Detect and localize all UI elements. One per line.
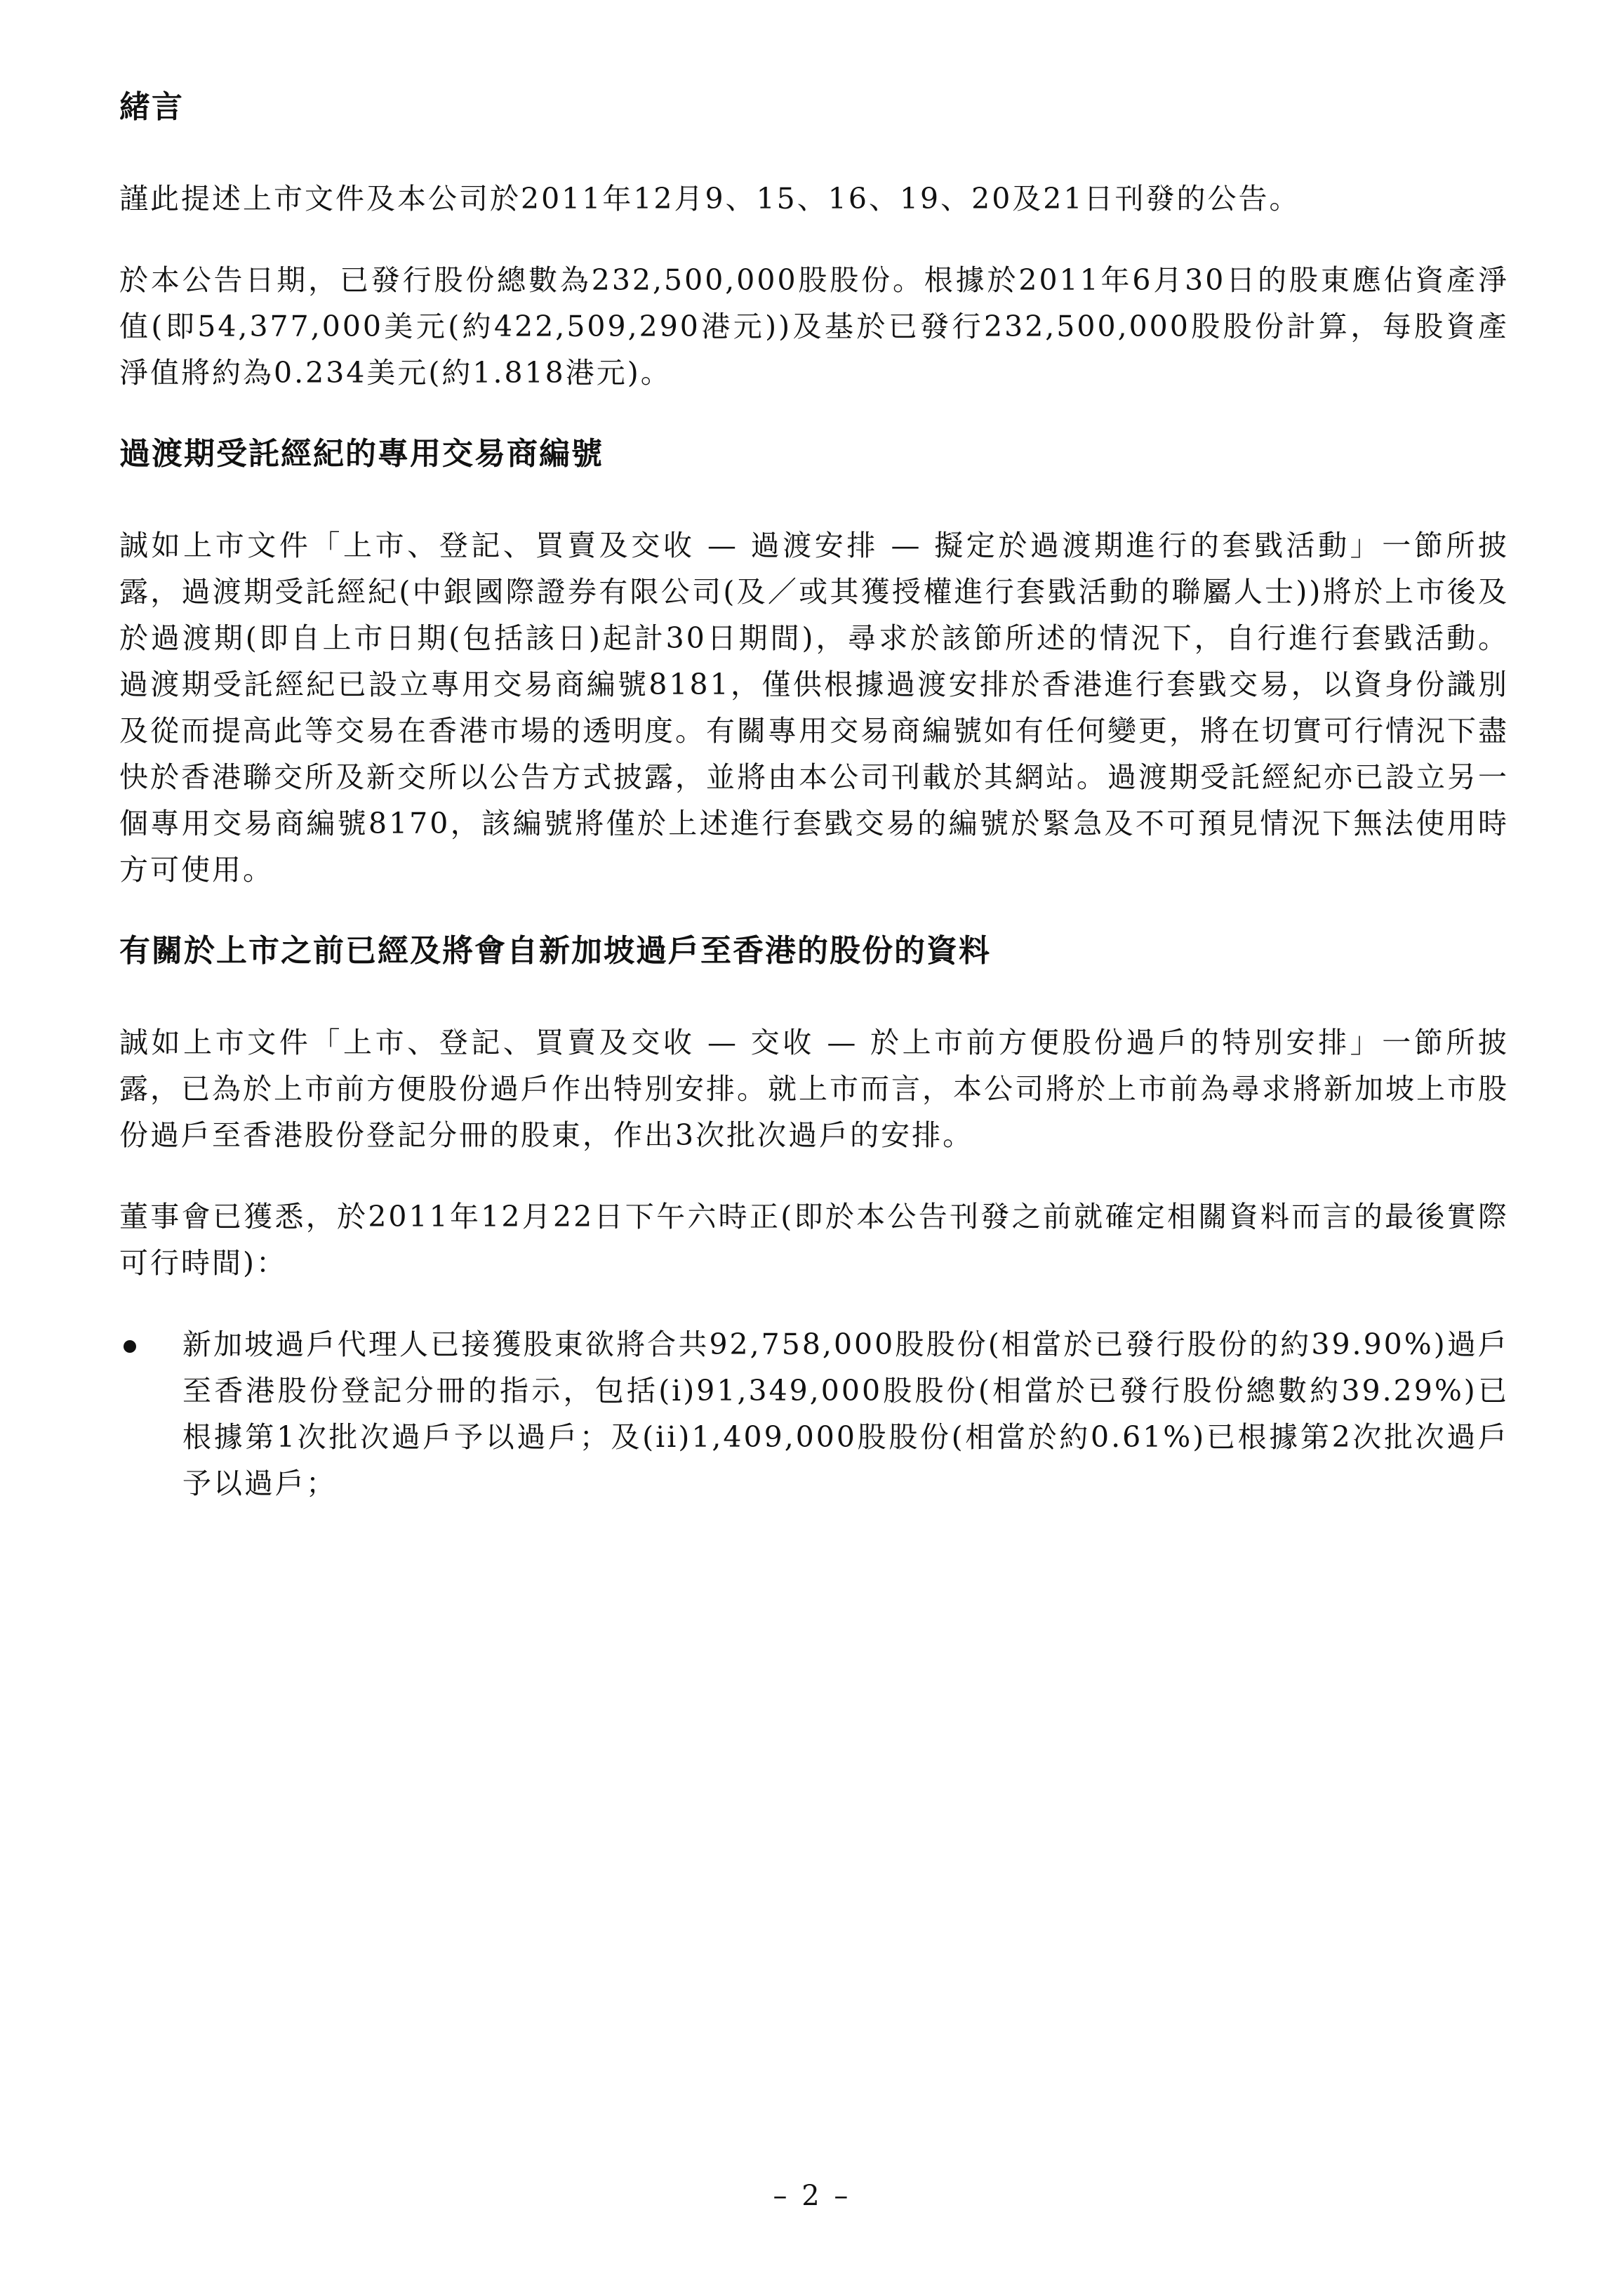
intro-paragraph-2: 於本公告日期，已發行股份總數為232,500,000股股份。根據於2011年6月30日的股東應佔資產淨值(即54,377,000美元(約422,509,290港元))及基於已發行232,500,000股股份計算，每股資產淨值將約為0.234美元(約1.818港元)。 (119, 263, 1509, 390)
bullet-icon (124, 1340, 136, 1353)
list-item (119, 1321, 1509, 1507)
document-page (119, 84, 1509, 1507)
section-heading-intro: 緒言 (119, 89, 184, 125)
bullet-text: 新加坡過戶代理人已接獲股東欲將合共92,758,000股股份(相當於已發行股份的約39.90%)過戶至香港股份登記分冊的指示，包括(i)91,349,000股股份(相當於已發行股份總數約39.29%)已根據第1次批次過戶予以過戶；及(ii)1,409,000股股份(相當於約0.61%)已根據第2次批次過戶予以過戶； (182, 1328, 1509, 1500)
page-number: – 2 – (773, 2180, 851, 2212)
share-transfer-paragraph-1: 誠如上市文件「上市、登記、買賣及交收 — 交收 — 於上市前方便股份過戶的特別安排」一節所披露，已為於上市前方便股份過戶作出特別安排。就上市而言，本公司將於上市前為尋求將新加坡上市股份過戶至香港股份登記分冊的股東，作出3次批次過戶的安排。 (119, 1026, 1509, 1152)
intro-paragraph-1: 謹此提述上市文件及本公司於2011年12月9、15、16、19、20及21日刊發的公告。 (119, 182, 1300, 216)
share-transfer-paragraph-2: 董事會已獲悉，於2011年12月22日下午六時正(即於本公告刊發之前就確定相關資料而言的最後實際可行時間)： (119, 1200, 1509, 1280)
share-transfer-bullet-list (119, 1321, 1509, 1507)
dealer-number-paragraph: 誠如上市文件「上市、登記、買賣及交收 — 過渡安排 — 擬定於過渡期進行的套戥活動」一節所披露，過渡期受託經紀(中銀國際證券有限公司(及／或其獲授權進行套戥活動的聯屬人士))將於上市後及於過渡期(即自上市日期(包括該日)起計30日期間)，尋求於該節所述的情況下，自行進行套戥活動。過渡期受託經紀已設立專用交易商編號8181，僅供根據過渡安排於香港進行套戥交易，以資身份識別及從而提高此等交易在香港市場的透明度。有關專用交易商編號如有任何變更，將在切實可行情況下盡快於香港聯交所及新交所以公告方式披露，並將由本公司刊載於其網站。過渡期受託經紀亦已設立另一個專用交易商編號8170，該編號將僅於上述進行套戥交易的編號於緊急及不可預見情況下無法使用時方可使用。 (119, 529, 1509, 887)
section-heading-dealer-number: 過渡期受託經紀的專用交易商編號 (119, 436, 604, 472)
section-heading-share-transfer: 有關於上市之前已經及將會自新加坡過戶至香港的股份的資料 (119, 933, 991, 969)
